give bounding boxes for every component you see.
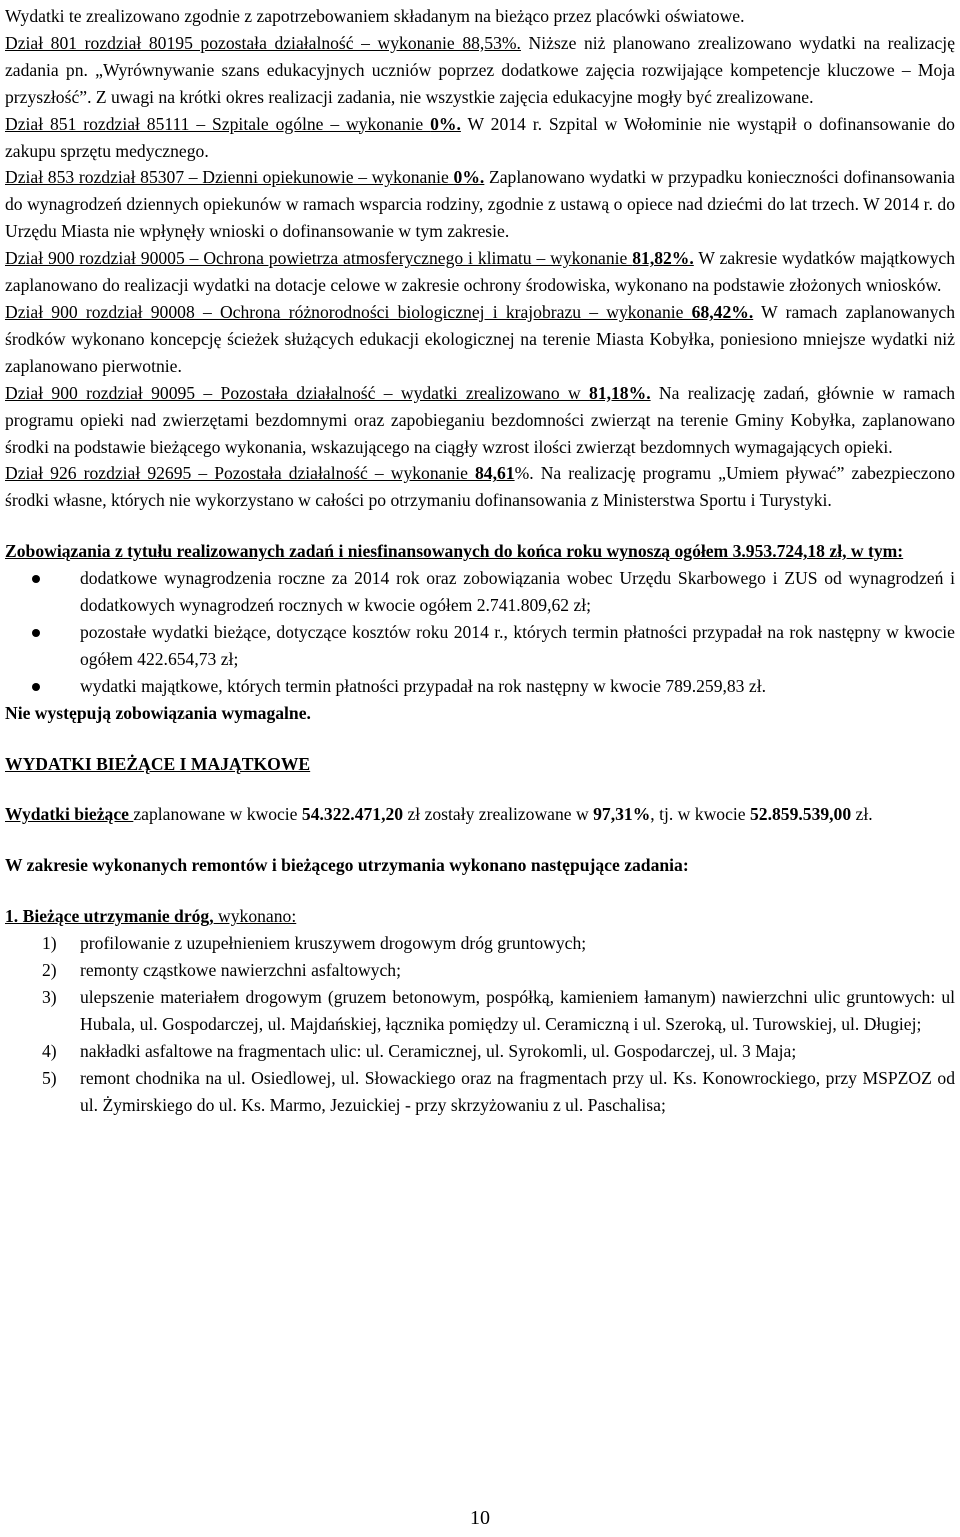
list-item: wydatki majątkowe, których termin płatności przypadał na rok następny w kwocie 789.259,83 zł. [5, 673, 955, 700]
list-item: 3) ulepszenie materiałem drogowym (gruzem betonowym, pospółką, kamieniem łamanym) nawierzchni ulic gruntowych: ul Hubala, ul. Gospodarczej, ul. Majdańskiej, łącznika pomiędzy ul. Ceramiczną i ul. Szeroką, ul. Turowskiej, ul. Długiej; [5, 984, 955, 1038]
roads-task-list [5, 930, 955, 1118]
list-item: 2) remonty cząstkowe nawierzchni asfaltowych; [5, 957, 955, 984]
section-heading-90005: Dział 900 rozdział 90005 – Ochrona powietrza atmosferycznego i klimatu – wykonanie 81,82%. [5, 248, 694, 269]
list-item: pozostałe wydatki bieżące, dotyczące kosztów roku 2014 r., których termin płatności przypadał na rok następny w kwocie ogółem 422.654,73 zł; [5, 619, 955, 673]
paragraph-dzial-853: Dział 853 rozdział 85307 – Dzienni opiekunowie – wykonanie 0%. Zaplanowano wydatki w przypadku konieczności dofinansowania do wynagrodzeń dziennych opiekunów w ramach wsparcia rodziny, zgodnie z ustawą o opiece nad dziećmi do lat trzech. W 2014 r. do Urzędu Miasta nie wpłynęły wnioski o dofinansowanie w tym zakresie. [5, 167, 955, 242]
spacer [5, 727, 955, 751]
bullet-icon [32, 683, 40, 691]
section-heading-926: Dział 926 rozdział 92695 – Pozostała działalność – wykonanie 84,61 [5, 463, 515, 484]
current-expenses-label: Wydatki bieżące [5, 804, 134, 825]
spacer [5, 828, 955, 852]
spacer [5, 879, 955, 903]
executed-amount: 52.859.539,00 [749, 804, 852, 825]
section-title: WYDATKI BIEŻĄCE I MAJĄTKOWE [5, 753, 311, 774]
obligations-heading: Zobowiązania z tytułu realizowanych zadań i niesfinansowanych do końca roku wynoszą ogółem 3.953.724,18 zł, w tym: [5, 541, 904, 562]
section-heading-801: Dział 801 rozdział 80195 pozostała działalność – wykonanie 88,53%. [5, 32, 521, 53]
list-item: dodatkowe wynagrodzenia roczne za 2014 rok oraz zobowiązania wobec Urzędu Skarbowego i ZUS od wynagrodzeń i dodatkowych wynagrodzeń rocznych w kwocie ogółem 2.741.809,62 zł; [5, 565, 955, 619]
document-page [5, 3, 955, 1119]
obligations-list [5, 565, 955, 700]
section-heading-851: Dział 851 rozdział 85111 – Szpitale ogólne – wykonanie 0%. [5, 113, 461, 134]
item-number: 4) [42, 1040, 57, 1061]
roads-heading: 1. Bieżące utrzymanie dróg, wykonano: [5, 906, 297, 927]
spacer [5, 514, 955, 538]
spacer [5, 777, 955, 801]
list-item: 4) nakładki asfaltowe na fragmentach ulic: ul. Ceramicznej, ul. Syrokomli, ul. Gospodarczej, ul. 3 Maja; [5, 1038, 955, 1065]
paragraph-dzial-900-90095: Dział 900 rozdział 90095 – Pozostała działalność – wydatki zrealizowano w 81,18%. Na realizację zadań, głównie w ramach programu opieki nad zwierzętami bezdomnymi oraz zapobieganiu bezdomności zwierząt na terenie Gminy Kobyłka, zaplanowano środki na podstawie bieżącego wykonania, wskazującego na ciągły wzrost ilości zwierząt bezdomnych wymagających opieki. [5, 382, 955, 457]
execution-percent: 97,31% [593, 804, 651, 825]
bullet-icon [32, 575, 40, 583]
no-due-obligations: Nie występują zobowiązania wymagalne. [5, 702, 311, 723]
paragraph-dzial-900-90005: Dział 900 rozdział 90005 – Ochrona powietrza atmosferycznego i klimatu – wykonanie 81,82%. W zakresie wydatków majątkowych zaplanowano do realizacji wydatki na dotacje celowe w zakresie ochrony środowiska, wykonano na podstawie złożonych wniosków. [5, 248, 955, 296]
page-number: 10 [470, 1507, 490, 1529]
paragraph-education-supplies: Wydatki te zrealizowano zgodnie z zapotrzebowaniem składanym na bieżąco przez placówki oświatowe. [5, 6, 745, 26]
paragraph-dzial-851: Dział 851 rozdział 85111 – Szpitale ogólne – wykonanie 0%. W 2014 r. Szpital w Wołominie nie wystąpił o dofinansowanie do zakupu sprzętu medycznego. [5, 113, 955, 161]
list-item: 5) remont chodnika na ul. Osiedlowej, ul. Słowackiego oraz na fragmentach przy ul. Ks. Konowrockiego, przy MSPZOZ od ul. Żymirskiego do ul. Ks. Marmo, Jezuickiej - przy skrzyżowaniu z ul. Paschalisa; [5, 1065, 955, 1119]
paragraph-dzial-900-90008: Dział 900 rozdział 90008 – Ochrona różnorodności biologicznej i krajobrazu – wykonanie 68,42%. W ramach zaplanowanych środków wykonano koncepcję ścieżek służących edukacji ekologicznej na terenie Miasta Kobyłka, poniesiono mniejsze wydatki niż zaplanowano pierwotnie. [5, 301, 955, 376]
planned-amount: 54.322.471,20 [301, 804, 404, 825]
paragraph-dzial-926: Dział 926 rozdział 92695 – Pozostała działalność – wykonanie 84,61%. Na realizację programu „Umiem pływać” zabezpieczono środki własne, których nie wykorzystano w całości po otrzymaniu dofinansowania z Ministerstwa Sportu i Turystyki. [5, 463, 956, 511]
section-heading-90095: Dział 900 rozdział 90095 – Pozostała działalność – wydatki zrealizowano w 81,18%. [5, 382, 651, 403]
item-number: 5) [42, 1067, 57, 1088]
bullet-icon [32, 629, 40, 637]
current-expenses-paragraph: Wydatki bieżące zaplanowane w kwocie 54.322.471,20 zł zostały zrealizowane w 97,31%, tj. w kwocie 52.859.539,00 zł. [5, 804, 873, 825]
section-heading-853: Dział 853 rozdział 85307 – Dzienni opiekunowie – wykonanie 0%. [5, 167, 485, 188]
list-item: 1) profilowanie z uzupełnieniem kruszywem drogowym dróg gruntowych; [5, 930, 955, 957]
paragraph-dzial-801: Dział 801 rozdział 80195 pozostała działalność – wykonanie 88,53%. Niższe niż planowano zrealizowano wydatki na realizację zadania pn. „Wyrównywanie szans edukacyjnych uczniów poprzez dodatkowe zajęcia rozwijające kompetencje kluczowe – Moja przyszłość”. Z uwagi na krótki okres realizacji zadania, nie wszystkie zajęcia edukacyjne mogły być zrealizowane. [5, 32, 956, 107]
section-heading-90008: Dział 900 rozdział 90008 – Ochrona różnorodności biologicznej i krajobrazu – wykonanie 68,42%. [5, 301, 754, 322]
item-number: 3) [42, 987, 57, 1007]
repairs-heading: W zakresie wykonanych remontów i bieżącego utrzymania wykonano następujące zadania: [5, 855, 689, 876]
item-number: 2) [42, 960, 57, 981]
item-number: 1) [42, 933, 57, 954]
